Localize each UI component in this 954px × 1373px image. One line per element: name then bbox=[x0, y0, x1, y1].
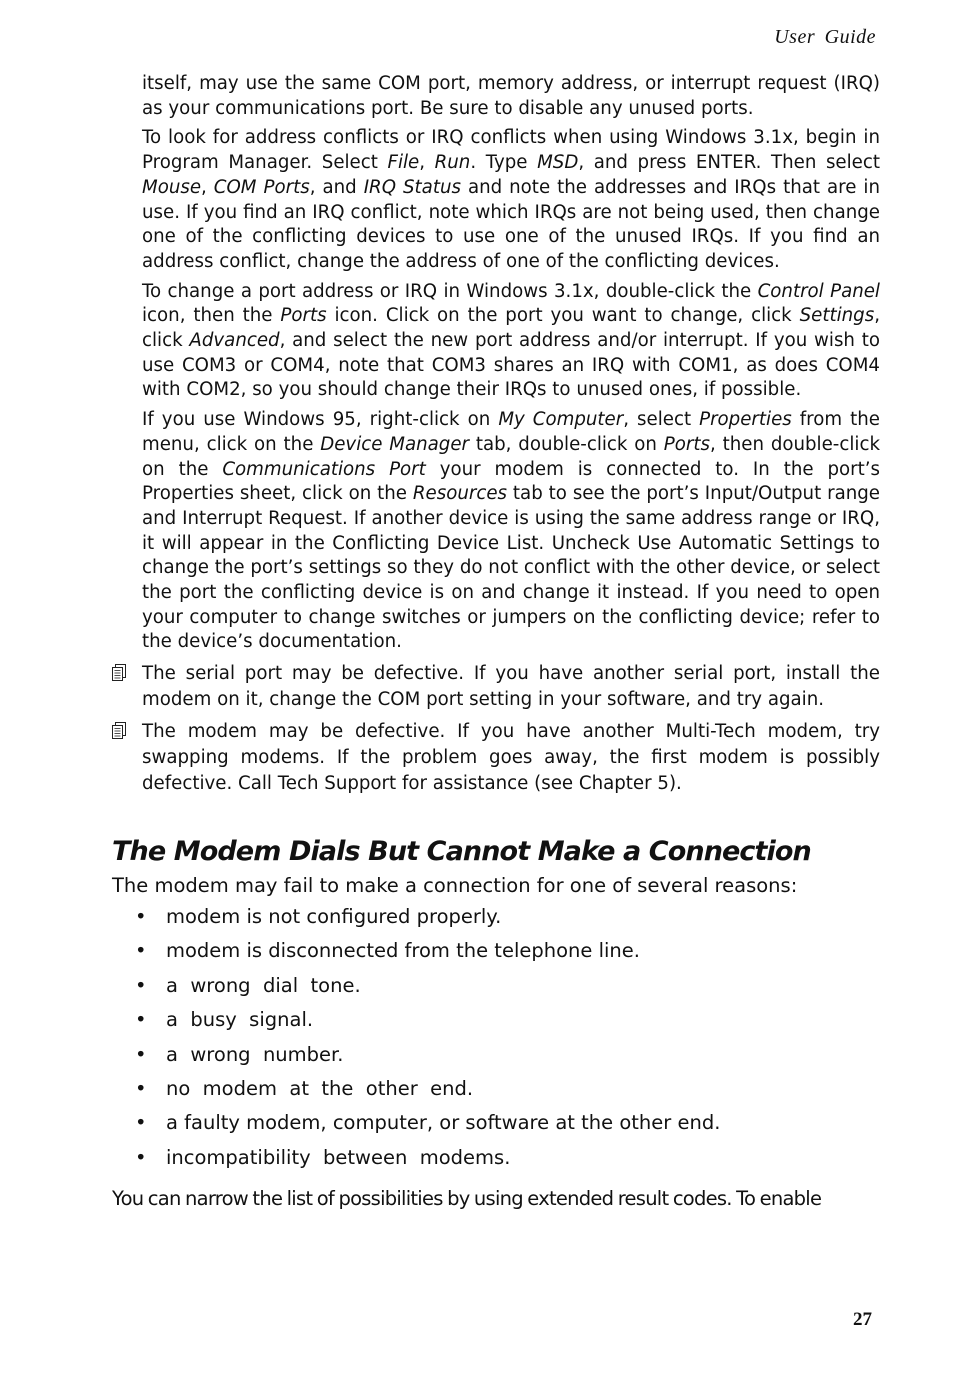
bullet-icon: • bbox=[135, 1145, 147, 1169]
ui-term-communications-port: Communications Port bbox=[222, 458, 426, 480]
list-item bbox=[135, 900, 880, 934]
bullet-icon: • bbox=[135, 1111, 147, 1135]
ui-term-properties: Properties bbox=[699, 409, 792, 431]
list-item-text: a busy signal. bbox=[166, 1008, 314, 1032]
bullet-icon: • bbox=[135, 905, 147, 928]
paragraph-text: , bbox=[201, 176, 214, 198]
list-item bbox=[135, 934, 880, 968]
menu-term-run: Run bbox=[434, 152, 471, 174]
section-intro: The modem may fail to make a connection for one of several reasons: bbox=[112, 874, 798, 897]
ui-term-advanced: Advanced bbox=[189, 330, 280, 352]
list-item bbox=[135, 1106, 880, 1140]
menu-term-file: File bbox=[387, 152, 420, 174]
bullet-icon: • bbox=[135, 1008, 147, 1032]
bullet-icon: • bbox=[135, 973, 147, 997]
menu-term-irq-status: IRQ Status bbox=[363, 176, 461, 198]
running-header: User Guide bbox=[774, 26, 876, 48]
paragraph-text: If you use Windows 95, right-click on bbox=[142, 409, 499, 431]
paragraph-unused-ports bbox=[142, 72, 880, 121]
list-item bbox=[135, 1003, 880, 1037]
paragraph-text: , then double-click on the bbox=[142, 433, 881, 480]
menu-term-mouse: Mouse bbox=[142, 176, 202, 198]
paragraph-text: , and bbox=[309, 176, 364, 198]
paragraph-text: itself, may use the same COM port, memory address, or interrupt request (IRQ) as your communications port. Be sure to disable any unused ports. bbox=[142, 73, 880, 119]
paragraph-win31-conflicts bbox=[142, 126, 880, 274]
ui-term-control-panel: Control Panel bbox=[757, 280, 880, 302]
list-item-text: a wrong dial tone. bbox=[166, 973, 361, 997]
reasons-list bbox=[112, 900, 880, 1175]
section-dials-no-connection bbox=[112, 832, 880, 1213]
paragraph-text: tab to see the port’s Input/Output range and Interrupt Request. If another device is using the same address range or IRQ, it will appear in the Conflicting Device List. Uncheck Use Automatic Settings to change the port’s settings so they do not conflict with the other device, or select the port the conflicting device is on and change it instead. If you need to open your computer to change switches or jumpers on the conflicting device; refer to the device’s documentation. bbox=[142, 483, 880, 653]
paragraph-text: . Type bbox=[470, 152, 538, 174]
page-number: 27 bbox=[853, 1309, 872, 1330]
paragraph-text: and note the addresses and IRQs that are in use. If you find an IRQ conflict, note which IRQs are not being used, then change one of the conflicting devices to use one of the unused IRQs. If you find an address conflict, change the address of one of the conflicting devices. bbox=[142, 176, 880, 272]
list-item-text: a faulty modem, computer, or software at the other end. bbox=[166, 1111, 721, 1135]
paragraph-text: your modem is connected to. In the port’s Properties sheet, click on the bbox=[142, 458, 881, 505]
paragraph-text: To look for address conflicts or IRQ conflicts when using Windows 3.1x, begin in Program Manager. Select bbox=[142, 127, 880, 174]
ui-term-settings: Settings bbox=[799, 305, 875, 327]
checklist-item-serial-port bbox=[142, 661, 880, 713]
closing-paragraph: You can narrow the list of possibilities by using extended result codes. To enable bbox=[112, 1187, 822, 1211]
checklist-text: The serial port may be defective. If you have another serial port, install the modem on it, change the COM port setting in your software, and try again. bbox=[142, 663, 880, 711]
troubleshooting-continued bbox=[142, 72, 880, 797]
checklist-item-modem bbox=[142, 719, 880, 797]
list-item-text: modem is not configured properly. bbox=[166, 905, 502, 928]
list-item bbox=[135, 969, 880, 1003]
paragraph-text: icon, then the bbox=[142, 305, 281, 327]
list-item bbox=[135, 1038, 880, 1072]
ui-term-resources: Resources bbox=[412, 483, 508, 505]
ui-term-ports: Ports bbox=[663, 433, 710, 455]
paragraph-text: To change a port address or IRQ in Windows 3.1x, double-click the bbox=[142, 280, 758, 302]
ui-term-my-computer: My Computer bbox=[498, 409, 624, 431]
checklist-box-icon bbox=[112, 664, 126, 681]
list-item bbox=[135, 1072, 880, 1106]
paragraph-text: , click bbox=[142, 305, 880, 352]
paragraph-win95-resources bbox=[142, 408, 880, 655]
paragraph-text: , and press ENTER. Then select bbox=[578, 152, 880, 174]
paragraph-text: tab, double-click on bbox=[469, 433, 664, 455]
list-item-text: modem is disconnected from the telephone line. bbox=[166, 939, 640, 963]
paragraph-win31-change-port bbox=[142, 280, 880, 404]
bullet-icon: • bbox=[135, 1077, 147, 1101]
paragraph-text: , bbox=[419, 152, 435, 174]
checklist-box-icon bbox=[112, 722, 126, 739]
bullet-icon: • bbox=[135, 1042, 147, 1066]
command-term-msd: MSD bbox=[537, 152, 579, 174]
bullet-icon: • bbox=[135, 939, 147, 963]
paragraph-text: , and select the new port address and/or interrupt. If you wish to use COM3 or COM4, note that COM3 shares an IRQ with COM1, as does COM4 with COM2, so you should change their IRQs to unused ones, if possible. bbox=[142, 330, 880, 401]
paragraph-text: , select bbox=[623, 409, 700, 431]
menu-term-com-ports: COM Ports bbox=[213, 176, 310, 198]
ui-term-device-manager: Device Manager bbox=[320, 433, 469, 455]
list-item-text: a wrong number. bbox=[166, 1042, 344, 1066]
paragraph-text: icon. Click on the port you want to change, click bbox=[326, 305, 800, 327]
checklist-text: The modem may be defective. If you have another Multi-Tech modem, try swapping modems. If the problem goes away, the first modem is possibly defective. Call Tech Support for assistance (see Chapter 5). bbox=[142, 721, 880, 795]
section-heading: The Modem Dials But Cannot Make a Connection bbox=[112, 836, 811, 867]
list-item-text: incompatibility between modems. bbox=[166, 1145, 511, 1169]
list-item-text: no modem at the other end. bbox=[166, 1077, 474, 1101]
ui-term-ports: Ports bbox=[280, 305, 327, 327]
paragraph-text: from the menu, click on the bbox=[142, 409, 880, 455]
list-item bbox=[135, 1141, 880, 1175]
